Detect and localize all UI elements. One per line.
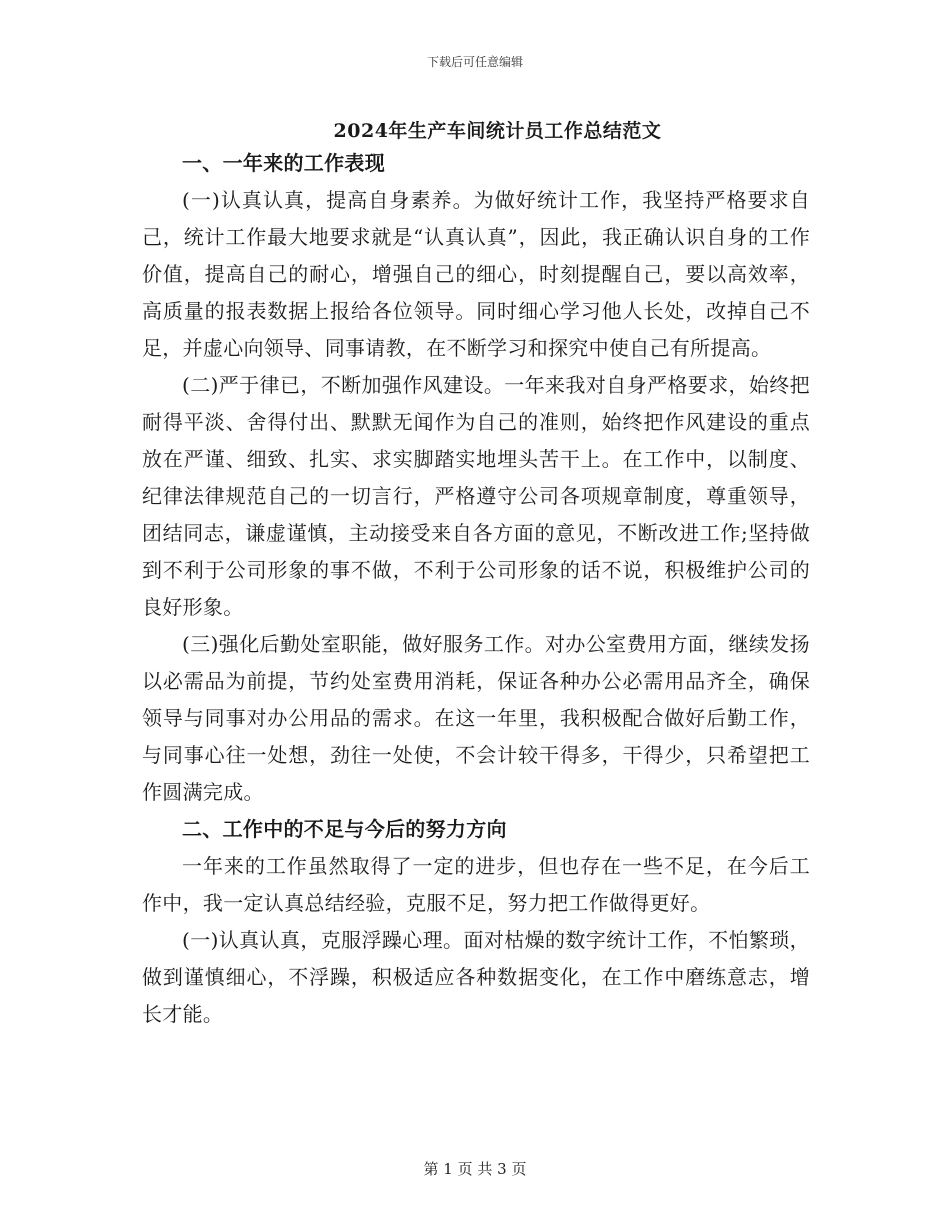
paragraph: (一)认真认真，提高自身素养。为做好统计工作，我坚持严格要求自己，统计工作最大地要求就是“认真认真”，因此，我正确认识自身的工作价值，提高自己的耐心，增强自己的细心，时刻提醒自己，要以高效率，高质量的报表数据上报给各位领导。同时细心学习他人长处，改掉自己不足，并虚心向领导、同事请教，在不断学习和探究中使自己有所提高。	[142, 188, 810, 360]
paragraph: 一年来的工作虽然取得了一定的进步，但也存在一些不足，在今后工作中，我一定认真总结经验，克服不足，努力把工作做得更好。	[142, 854, 810, 915]
page-header-note: 下载后可任意编辑	[426, 55, 523, 69]
document-title: 2024年生产车间统计员工作总结范文	[333, 120, 662, 142]
paragraph: (二)严于律已，不断加强作风建设。一年来我对自身严格要求，始终把耐得平淡、舍得付出、默默无闻作为自己的准则，始终把作风建设的重点放在严谨、细致、扎实、求实脚踏实地埋头苦干上。在工作中，以制度、纪律法律规范自己的一切言行，严格遵守公司各项规章制度，尊重领导，团结同志，谦虚谨慎，主动接受来自各方面的意见，不断改进工作;坚持做到不利于公司形象的事不做，不利于公司形象的话不说，积极维护公司的良好形象。	[142, 373, 810, 619]
paragraph: (一)认真认真，克服浮躁心理。面对枯燥的数字统计工作，不怕繁琐，做到谨慎细心，不浮躁，积极适应各种数据变化，在工作中磨练意志，增长才能。	[142, 928, 810, 1026]
document-body	[142, 145, 810, 1033]
page-number: 第 1 页 共 3 页	[423, 1160, 527, 1178]
section-heading: 二、工作中的不足与今后的努力方向	[182, 817, 507, 841]
paragraph: (三)强化后勤处室职能，做好服务工作。对办公室费用方面，继续发扬以必需品为前提，节约处室费用消耗，保证各种办公必需用品齐全，确保领导与同事对办公用品的需求。在这一年里，我积极配合做好后勤工作，与同事心往一处想，劲往一处使，不会计较干得多，干得少，只希望把工作圆满完成。	[142, 632, 810, 804]
section-heading: 一、一年来的工作表现	[182, 151, 385, 175]
